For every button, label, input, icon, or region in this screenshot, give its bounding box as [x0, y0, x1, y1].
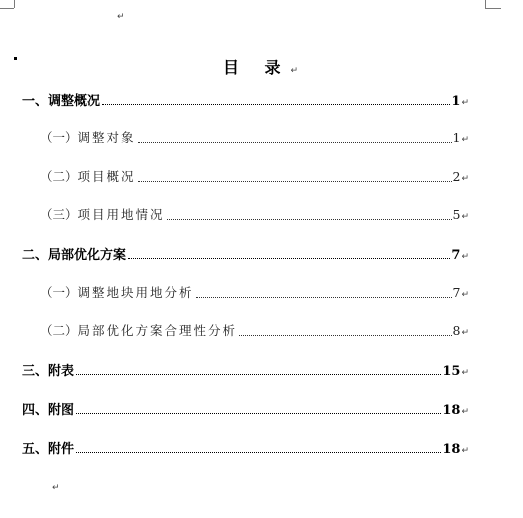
toc-entry-label: 项目用地情况: [77, 207, 165, 222]
toc-dot-leader: [102, 104, 450, 105]
toc-dot-leader: [76, 452, 441, 453]
toc-entry-page: 15: [442, 364, 461, 379]
toc-entry[interactable]: [22, 360, 469, 378]
paragraph-mark: ↵: [461, 328, 469, 338]
toc-entry-page: 1: [452, 130, 461, 145]
paragraph-mark: ↵: [461, 446, 469, 456]
toc-entry-label: 局部优化方案合理性分析: [77, 323, 238, 338]
page-title-text: 目 录: [222, 58, 291, 77]
toc-entry[interactable]: [22, 438, 469, 456]
toc-entry[interactable]: [22, 244, 469, 262]
toc-entry-page: 5: [452, 207, 461, 222]
paragraph-mark-top: ↵: [117, 12, 125, 22]
paragraph-mark-bottom: ↵: [52, 483, 60, 493]
toc-entry-page: 18: [442, 403, 461, 418]
toc-entry-number: （二）: [40, 323, 78, 338]
toc-entry-number: 三、: [22, 364, 49, 379]
toc-entry-number: 四、: [22, 403, 49, 418]
toc-entry-page: 7: [452, 285, 461, 300]
paragraph-mark: ↵: [461, 212, 469, 222]
toc-entry-page: 7: [451, 248, 461, 263]
toc-entry-label: 调整地块用地分析: [77, 285, 194, 300]
paragraph-mark: ↵: [461, 252, 469, 262]
toc-entry-number: （一）: [40, 130, 78, 145]
paragraph-mark: ↵: [461, 135, 469, 145]
toc-entry[interactable]: [22, 399, 469, 417]
toc-entry[interactable]: [40, 205, 469, 223]
toc-entry-number: （一）: [40, 285, 78, 300]
toc-dot-leader: [196, 297, 452, 298]
toc-entry-label: 附表: [48, 364, 75, 379]
toc-entry-label: 项目概况: [77, 169, 136, 184]
toc-dot-leader: [138, 181, 452, 182]
page-corner-mark-top-right-h: [485, 8, 501, 9]
toc-entry[interactable]: [40, 321, 469, 339]
paragraph-mark-title: ↵: [290, 66, 301, 76]
toc-entry-number: 五、: [22, 442, 49, 457]
toc-dot-leader: [76, 413, 441, 414]
toc-entry[interactable]: [40, 283, 469, 301]
toc-entry-number: （三）: [40, 207, 78, 222]
paragraph-mark: ↵: [461, 98, 469, 108]
toc-entry-label: 附图: [48, 403, 75, 418]
paragraph-mark: ↵: [461, 368, 469, 378]
toc-dot-leader: [128, 258, 450, 259]
toc-dot-leader: [138, 142, 452, 143]
toc-dot-leader: [239, 335, 451, 336]
paragraph-mark: ↵: [461, 174, 469, 184]
toc-entry-number: 二、: [22, 248, 49, 263]
toc-entry-number: 一、: [22, 94, 49, 109]
toc-entry-label: 调整概况: [48, 94, 101, 109]
toc-entry-page: 1: [451, 94, 461, 109]
toc-entry-label: 调整对象: [77, 130, 136, 145]
toc-entry-page: 2: [452, 169, 461, 184]
toc-entry-label: 局部优化方案: [48, 248, 127, 263]
toc-dot-leader: [76, 374, 441, 375]
page-corner-mark-top-right-v: [485, 0, 486, 8]
toc-entry-label: 附件: [48, 442, 75, 457]
paragraph-mark: ↵: [461, 290, 469, 300]
toc-entry-page: 8: [452, 323, 461, 338]
paragraph-mark: ↵: [461, 407, 469, 417]
page-corner-mark-top-left-h: [0, 8, 14, 9]
page-corner-mark-top-left-v: [14, 0, 15, 8]
page-title: [0, 55, 523, 78]
toc-entry[interactable]: [40, 128, 469, 146]
toc-entry-page: 18: [442, 442, 461, 457]
toc-entry[interactable]: [40, 167, 469, 185]
toc-dot-leader: [167, 219, 452, 220]
toc-entry[interactable]: [22, 90, 469, 108]
toc-entry-number: （二）: [40, 169, 78, 184]
